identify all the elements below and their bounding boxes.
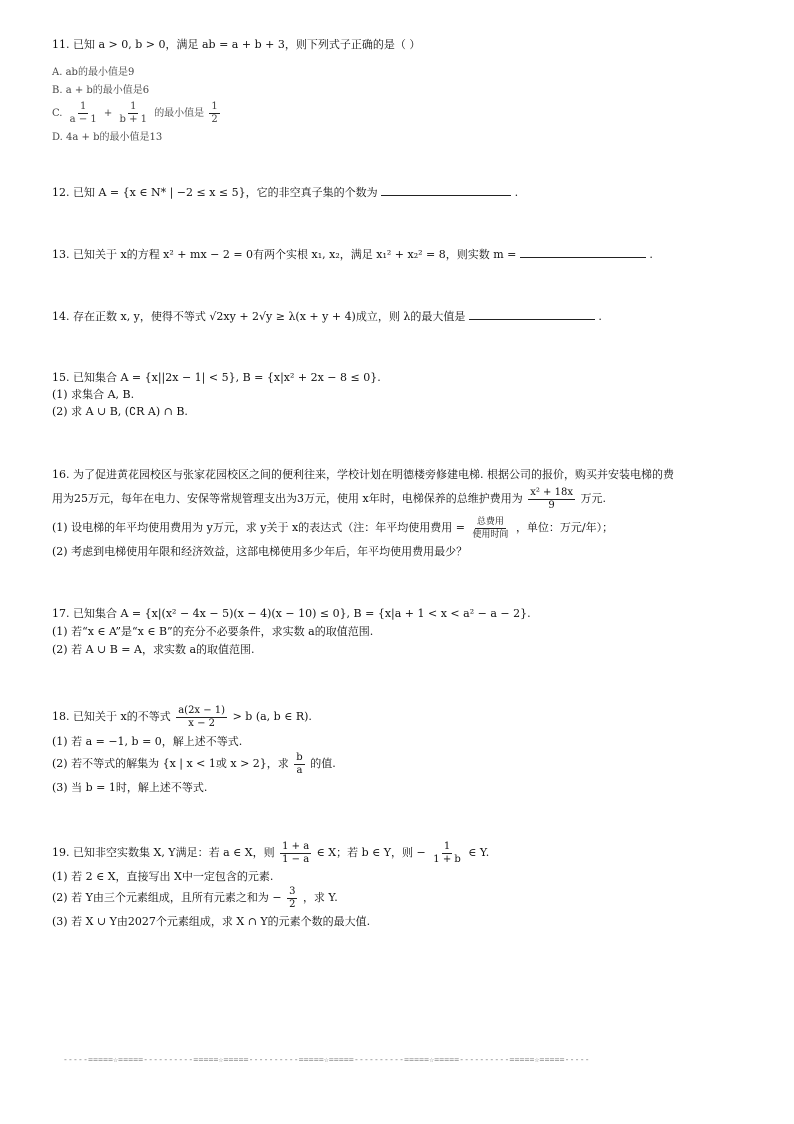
q18-part-3: (3) 当 b = 1时，解上述不等式.	[52, 781, 208, 794]
q19-frac-x: $\frac{1 + a}{1 - a}$	[282, 840, 310, 865]
q14-answer-blank[interactable]	[469, 308, 595, 320]
q16-part-2: (2) 考虑到电梯使用年限和经济效益，这部电梯使用多少年后，年平均使用费用最少？	[52, 545, 468, 558]
q18-stem: 18. 已知关于 x的不等式 $\frac{a(2x - 1)}{x - 2}$ > b (a, b ∈ R).	[52, 704, 312, 729]
q19-part-2: (2) 若 Y由三个元素组成，且所有元素之和为 − $\frac{3}{2}$ ，求 Y.	[52, 885, 338, 910]
q17-stem: 17. 已知集合 A = {x|(x² − 4x − 5)(x − 4)(x − 10) ≤ 0}, B = {x|a + 1 < x < a² − a − 2}.	[52, 607, 531, 620]
q18-inequality-fraction: $\frac{a(2x - 1)}{x - 2}$	[178, 704, 226, 729]
q15-part-2: (2) 求 A ∪ B, (∁R A) ∩ B.	[52, 405, 188, 418]
q16-cost-fraction: $\frac{\text{x² + 18x}}{9}$	[530, 486, 573, 511]
q12-stem: 12. 已知 A = {x ∈ N* | −2 ≤ x ≤ 5}，它的非空真子集的个数为 .	[52, 186, 519, 199]
q11-option-d: D. 4a + b的最小值是13	[52, 132, 163, 143]
q16-avg-fraction: $\frac{\text{总费用}}{\text{使用时间}}$	[472, 516, 509, 540]
footer-divider: -----=====☆=====----------=====☆=====----------=====☆=====----------=====☆=====----------=====☆=====-----	[63, 1055, 590, 1064]
q13-answer-blank[interactable]	[520, 246, 646, 258]
q14-stem: 14. 存在正数 x, y，使得不等式 √2xy + 2√y ≥ λ(x + y + 4)成立，则 λ的最大值是 .	[52, 310, 602, 323]
q17-part-1: (1) 若“x ∈ A”是“x ∈ B”的充分不必要条件，求实数 a的取值范围.	[52, 625, 374, 638]
q18-part-1: (1) 若 a = −1, b = 0，解上述不等式.	[52, 735, 243, 748]
q19-frac-y: $\frac{1}{1 + b}$	[433, 840, 461, 865]
q11-stem: 11. 已知 a > 0, b > 0，满足 ab = a + b + 3，则下列式子正确的是（ ）	[52, 38, 421, 51]
q12-answer-blank[interactable]	[381, 184, 511, 196]
q16-stem-line1: 16. 为了促进黄花园校区与张家花园校区之间的便利往来，学校计划在明德楼旁修建电梯. 根据公司的报价，购买并安装电梯的费	[52, 468, 674, 481]
q19-stem: 19. 已知非空实数集 X, Y满足：若 a ∈ X，则 $\frac{1 + a}{1 - a}$ ∈ X；若 b ∈ Y，则 − $\frac{1}{1 + b}$ ∈ Y.	[52, 840, 490, 865]
q19-part-1: (1) 若 2 ∈ X，直接写出 X中一定包含的元素.	[52, 870, 274, 883]
q16-part-1: (1) 设电梯的年平均使用费用为 y万元，求 y关于 x的表达式（注：年平均使用费用 = $\frac{\text{总费用}}{\text{使用时间}}$ ，单位：万元/年）；	[52, 516, 614, 540]
q18-b-over-a: $\frac{b}{a}$	[296, 751, 303, 776]
q11-c-frac2: $\frac{1}{b + 1}$	[119, 101, 147, 125]
q16-stem-line2: 用为25万元，每年在电力、安保等常规管理支出为3万元，使用 x年时，电梯保养的总维护费用为 $\frac{\text{x² + 18x}}{9}$ 万元.	[52, 486, 606, 511]
q18-part-2: (2) 若不等式的解集为 {x | x < 1或 x > 2}，求 $\frac{b}{a}$ 的值.	[52, 751, 336, 776]
q11-option-c: C. $\frac{1}{a - 1}$ + $\frac{1}{b + 1}$ 的最小值是 $\frac{1}{2}$	[52, 101, 218, 125]
q11-option-a: A. ab的最小值是9	[52, 67, 135, 78]
q11-option-b: B. a + b的最小值是6	[52, 85, 150, 96]
q19-neg-three-halves: $\frac{3}{2}$	[289, 885, 296, 910]
q13-stem: 13. 已知关于 x的方程 x² + mx − 2 = 0有两个实根 x₁, x₂，满足 x₁² + x₂² = 8，则实数 m = .	[52, 248, 653, 261]
q19-part-3: (3) 若 X ∪ Y由2027个元素组成，求 X ∩ Y的元素个数的最大值.	[52, 915, 371, 928]
q17-part-2: (2) 若 A ∪ B = A，求实数 a的取值范围.	[52, 643, 255, 656]
q15-stem: 15. 已知集合 A = {x||2x − 1| < 5}, B = {x|x² + 2x − 8 ≤ 0}.	[52, 371, 381, 384]
q11-c-half: $\frac{1}{2}$	[211, 101, 218, 125]
q11-c-frac1: $\frac{1}{a - 1}$	[69, 101, 97, 125]
q15-part-1: (1) 求集合 A, B.	[52, 388, 135, 401]
